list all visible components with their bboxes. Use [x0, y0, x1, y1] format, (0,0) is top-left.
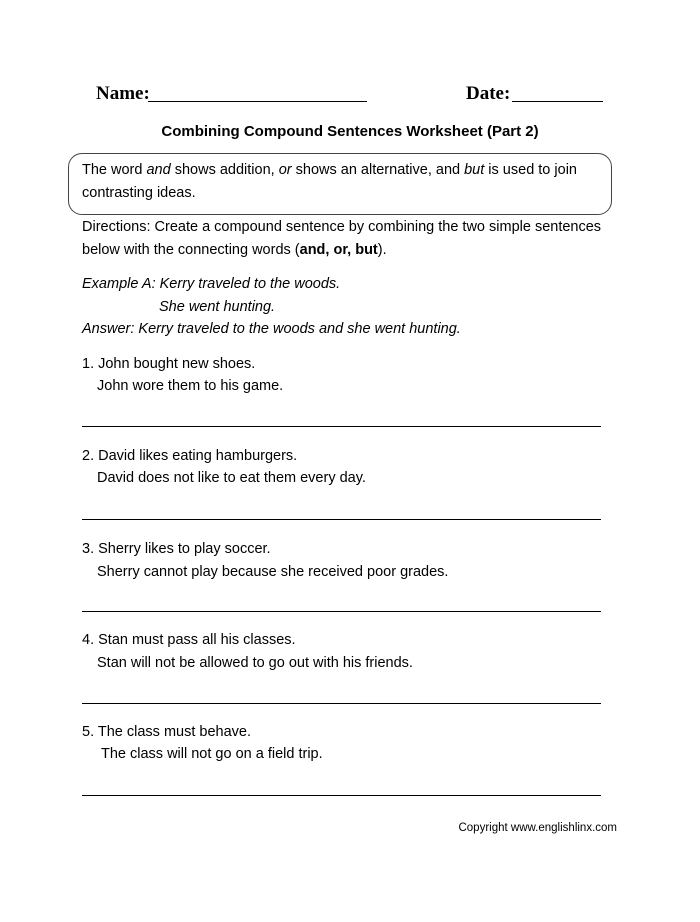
- name-label: Name:: [96, 83, 150, 104]
- directions-text: below with the connecting words (: [82, 242, 300, 258]
- info-text: The word: [82, 162, 147, 178]
- directions-line-2: [82, 242, 387, 258]
- question-1-sentence-2: John wore them to his game.: [97, 378, 284, 394]
- info-text: is used to join: [484, 162, 577, 178]
- directions-line-1: Directions: Create a compound sentence by combining the two simple sentences: [82, 219, 602, 235]
- answer-line-5[interactable]: [82, 795, 601, 796]
- worksheet-title: Combining Compound Sentences Worksheet (Part 2): [161, 123, 539, 140]
- info-line-2: contrasting ideas.: [82, 185, 196, 201]
- question-4-sentence-2: Stan will not be allowed to go out with his friends.: [97, 655, 413, 671]
- example-answer: Answer: Kerry traveled to the woods and she went hunting.: [82, 321, 461, 337]
- name-field[interactable]: [148, 101, 367, 102]
- date-label: Date:: [466, 83, 511, 104]
- question-3-sentence-1: 3. Sherry likes to play soccer.: [82, 541, 271, 557]
- answer-line-4[interactable]: [82, 703, 601, 704]
- question-2-sentence-1: 2. David likes eating hamburgers.: [82, 448, 298, 464]
- directions-connectors: and, or, but: [299, 242, 378, 258]
- question-4-sentence-1: 4. Stan must pass all his classes.: [82, 632, 296, 648]
- date-field[interactable]: [512, 101, 603, 102]
- info-text: shows addition,: [170, 162, 279, 178]
- copyright-text: Copyright www.englishlinx.com: [458, 822, 617, 834]
- answer-line-3[interactable]: [82, 611, 601, 612]
- answer-line-2[interactable]: [82, 519, 601, 520]
- info-text: shows an alternative, and: [291, 162, 465, 178]
- question-2-sentence-2: David does not like to eat them every day.: [97, 470, 366, 486]
- info-line-1: [82, 162, 577, 178]
- question-5-sentence-1: 5. The class must behave.: [82, 724, 251, 740]
- question-5-sentence-2: The class will not go on a field trip.: [101, 746, 323, 762]
- question-1-sentence-1: 1. John bought new shoes.: [82, 356, 256, 372]
- question-3-sentence-2: Sherry cannot play because she received poor grades.: [97, 564, 449, 580]
- example-sentence-1: Example A: Kerry traveled to the woods.: [82, 276, 341, 292]
- info-word-but: but: [464, 162, 485, 178]
- answer-line-1[interactable]: [82, 426, 601, 427]
- directions-text: ).: [377, 242, 387, 258]
- info-word-and: and: [146, 162, 171, 178]
- info-word-or: or: [278, 162, 292, 178]
- example-sentence-2: She went hunting.: [159, 299, 276, 315]
